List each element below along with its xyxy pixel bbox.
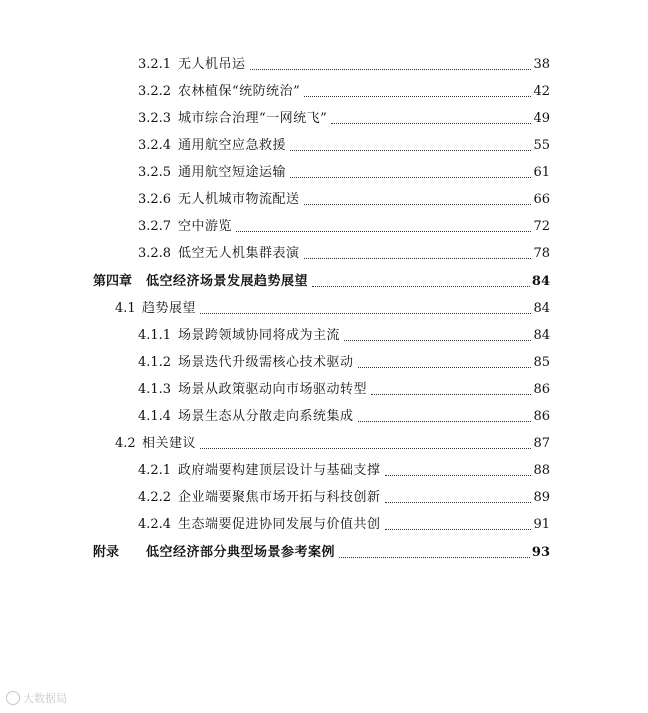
toc-number: 4.2 <box>115 436 136 451</box>
toc-page: 87 <box>533 436 550 451</box>
toc-number: 4.1.3 <box>138 382 172 397</box>
toc-title: 农林植保“统防统治” <box>178 84 301 99</box>
toc-title: 低空经济场景发展趋势展望 <box>146 274 309 289</box>
toc-number: 4.1.4 <box>138 409 172 424</box>
toc-title: 企业端要聚焦市场开拓与科技创新 <box>178 490 381 505</box>
toc-entry <box>138 404 550 426</box>
toc-page: 55 <box>533 138 550 153</box>
leader-dots <box>312 285 530 287</box>
toc-chapter-entry <box>93 269 550 291</box>
toc-number: 附录 <box>93 545 120 560</box>
toc-page: 78 <box>533 246 550 261</box>
toc-section-entry <box>115 431 550 453</box>
leader-dots <box>385 501 532 503</box>
toc-page: 91 <box>533 517 550 532</box>
toc-page: 72 <box>533 219 550 234</box>
toc-entry <box>138 323 550 345</box>
toc-entry <box>138 485 550 507</box>
toc-entry <box>138 214 550 236</box>
toc-title: 政府端要构建顶层设计与基础支撑 <box>178 463 381 478</box>
toc-appendix-entry <box>93 540 550 562</box>
toc-title: 场景跨领域协同将成为主流 <box>178 328 341 343</box>
toc-page: 86 <box>533 382 550 397</box>
leader-dots <box>385 528 532 530</box>
toc-number: 4.1.1 <box>138 328 172 343</box>
toc-title: 趋势展望 <box>142 301 197 316</box>
toc-page: 66 <box>533 192 550 207</box>
toc-entry <box>138 377 550 399</box>
toc-number: 3.2.5 <box>138 165 172 180</box>
toc-title: 无人机城市物流配送 <box>178 192 300 207</box>
toc-number: 3.2.4 <box>138 138 172 153</box>
leader-dots <box>290 149 531 151</box>
toc-page: 89 <box>533 490 550 505</box>
toc-number: 4.2.2 <box>138 490 172 505</box>
toc-number: 3.2.2 <box>138 84 172 99</box>
leader-dots <box>331 122 531 124</box>
toc-entry <box>138 458 550 480</box>
toc-entry <box>138 79 550 101</box>
toc-number: 4.1 <box>115 301 136 316</box>
toc-entry <box>138 187 550 209</box>
toc-entry <box>138 160 550 182</box>
toc-title: 低空经济部分典型场景参考案例 <box>146 545 336 560</box>
toc-entry <box>138 350 550 372</box>
toc-number: 4.2.1 <box>138 463 172 478</box>
toc-title: 无人机吊运 <box>178 57 246 72</box>
watermark-logo-icon <box>6 691 20 705</box>
toc-number: 3.2.1 <box>138 57 172 72</box>
toc-number: 3.2.6 <box>138 192 172 207</box>
toc-number: 4.2.4 <box>138 517 172 532</box>
toc-page: 85 <box>533 355 550 370</box>
toc-page: 84 <box>533 328 550 343</box>
toc-page: 93 <box>531 545 550 560</box>
toc-number: 3.2.3 <box>138 111 172 126</box>
watermark-text: 大数据局 <box>23 692 67 705</box>
toc-title: 城市综合治理“一网统飞” <box>178 111 328 126</box>
toc-title: 相关建议 <box>142 436 197 451</box>
toc-title: 场景从政策驱动向市场驱动转型 <box>178 382 368 397</box>
toc-entry <box>138 52 550 74</box>
leader-dots <box>304 203 532 205</box>
leader-dots <box>358 420 532 422</box>
toc-number: 3.2.7 <box>138 219 172 234</box>
leader-dots <box>304 95 531 97</box>
leader-dots <box>344 339 531 341</box>
leader-dots <box>236 230 531 232</box>
leader-dots <box>250 68 532 70</box>
toc-page: 88 <box>533 463 550 478</box>
leader-dots <box>200 312 531 314</box>
toc-entry <box>138 106 550 128</box>
toc-title: 通用航空短途运输 <box>178 165 287 180</box>
leader-dots <box>200 447 531 449</box>
toc-title: 场景迭代升级需核心技术驱动 <box>178 355 354 370</box>
leader-dots <box>385 474 532 476</box>
toc-title: 通用航空应急救援 <box>178 138 287 153</box>
toc-page: 84 <box>533 301 550 316</box>
toc-entry <box>138 133 550 155</box>
toc-page: 86 <box>533 409 550 424</box>
toc-page: 38 <box>533 57 550 72</box>
leader-dots <box>339 556 530 558</box>
toc-number: 4.1.2 <box>138 355 172 370</box>
toc-title: 空中游览 <box>178 219 233 234</box>
leader-dots <box>371 393 531 395</box>
toc-page: 84 <box>531 274 550 289</box>
toc-title: 生态端要促进协同发展与价值共创 <box>178 517 381 532</box>
toc-page: 42 <box>533 84 550 99</box>
toc-page: 61 <box>533 165 550 180</box>
leader-dots <box>290 176 531 178</box>
toc-title: 低空无人机集群表演 <box>178 246 300 261</box>
toc-number: 3.2.8 <box>138 246 172 261</box>
toc-number: 第四章 <box>93 274 133 289</box>
toc-entry <box>138 512 550 534</box>
toc-page: 49 <box>533 111 550 126</box>
toc-title: 场景生态从分散走向系统集成 <box>178 409 354 424</box>
leader-dots <box>304 257 532 259</box>
toc-section-entry <box>115 296 550 318</box>
toc-entry <box>138 241 550 263</box>
watermark <box>6 690 67 706</box>
leader-dots <box>358 366 532 368</box>
